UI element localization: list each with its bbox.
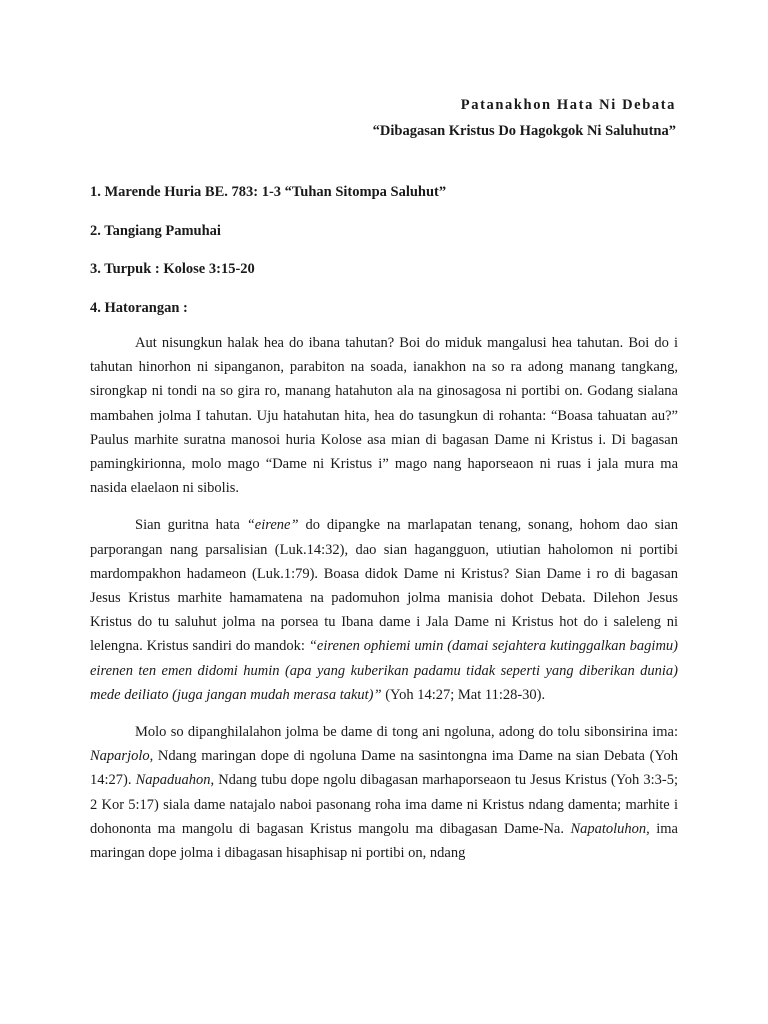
term-eirene: “eirene”: [246, 517, 299, 534]
section-turpuk: 3. Turpuk : Kolose 3:15-20: [90, 261, 255, 277]
section-marende-huria: 1. Marende Huria BE. 783: 1-3 “Tuhan Sitompa Saluhut”: [90, 184, 447, 200]
paragraph-3-text-a: Molo so dipanghilalahon jolma be dame di tong ani ngoluna, adong do tolu sibonsirina ima:: [135, 724, 678, 741]
paragraph-2: [90, 513, 678, 707]
paragraph-1: Aut nisungkun halak hea do ibana tahutan? Boi do miduk mangalusi hea tahutan. Boi do i tahutan hinorhon ni sipanganon, parabiton na soada, ianakhon na so ra adong manang tangkang, sirongkap ni tondi na so gira ro, manang hatahuton ala na ginosagosa ni portibi on. Godang sialana mambahen jolma I tahutan. Uju hatahutan hita, hea do tasungkun di rohanta: “Boasa tahuatan au?” Paulus marhite suratna manosoi huria Kolose asa mian di bagasan Dame ni Kristus i. Di bagasan pamingkirionna, molo mago “Dame ni Kristus i” mago nang haporseaon ni ruas i jala mura ma nasida elaelaon ni sibolis.: [90, 335, 678, 497]
paragraph-2-text-c: do dipangke na marlapatan tenang, sonang, hohom dao sian parporangan nang parsalisian (Luk.14:32), dao sian hagangguon, utiutian haholomon ni portibi mardompakhon hadameon (Luk.1:79). Boasa didok Dame ni Kristus? Sian Dame i ro di bagasan Jesus Kristus marhite hamamatena na padomuhon jolma manisia dohot Debata. Dilehon Jesus Kristus do tu saluhut jolma na porsea tu Ibana dame i Jala Dame ni Kristus hot do i saleleng ni lelengna. Kristus sandiri do mandok:: [90, 517, 678, 655]
paragraph-3: [90, 720, 678, 865]
term-napatoluhon: Napatoluhon: [570, 820, 647, 837]
paragraph-2-text-a: Sian guritna hata: [135, 517, 247, 534]
paragraph-3-text-g: , ima maringan dope jolma i dibagasan hisaphisap ni portibi on, ndang: [90, 820, 678, 862]
document-title: Patanakhon Hata Ni Debata: [460, 97, 676, 113]
term-naparjolo: Naparjolo: [90, 748, 150, 765]
term-napaduahon: Napaduahon: [135, 772, 211, 789]
document-body: [90, 331, 678, 878]
document-subtitle: “Dibagasan Kristus Do Hagokgok Ni Saluhutna”: [372, 123, 676, 139]
section-hatorangan: 4. Hatorangan :: [90, 299, 188, 316]
document-header: [373, 92, 676, 144]
paragraph-3-text-e: , Ndang tubu dope ngolu dibagasan marhaporseaon tu Jesus Kristus (Yoh 3:3-5; 2 Kor 5:17) siala dame natajalo naboi pasonang roha ima dame ni Kristus ndang damenta; marhite i dohononta ma mangolu di bagasan Kristus mangolu ma dibagasan Dame-Na.: [90, 772, 678, 837]
section-list: [90, 180, 678, 334]
quote-eirenen: “eirenen ophiemi umin (damai sejahtera kutinggalkan bagimu) eirenen ten emen didomi humin (apa yang kuberikan padamu tidak seperti yang diberikan dunia) mede deiliato (juga jangan mudah merasa takut)”: [90, 638, 678, 703]
paragraph-2-text-e: (Yoh 14:27; Mat 11:28-30).: [381, 686, 546, 703]
paragraph-3-text-c: , Ndang maringan dope di ngoluna Dame na sasintongna ima Dame na sian Debata (Yoh 14:27).: [90, 748, 678, 789]
section-tangiang-pamuhai: 2. Tangiang Pamuhai: [90, 222, 221, 239]
